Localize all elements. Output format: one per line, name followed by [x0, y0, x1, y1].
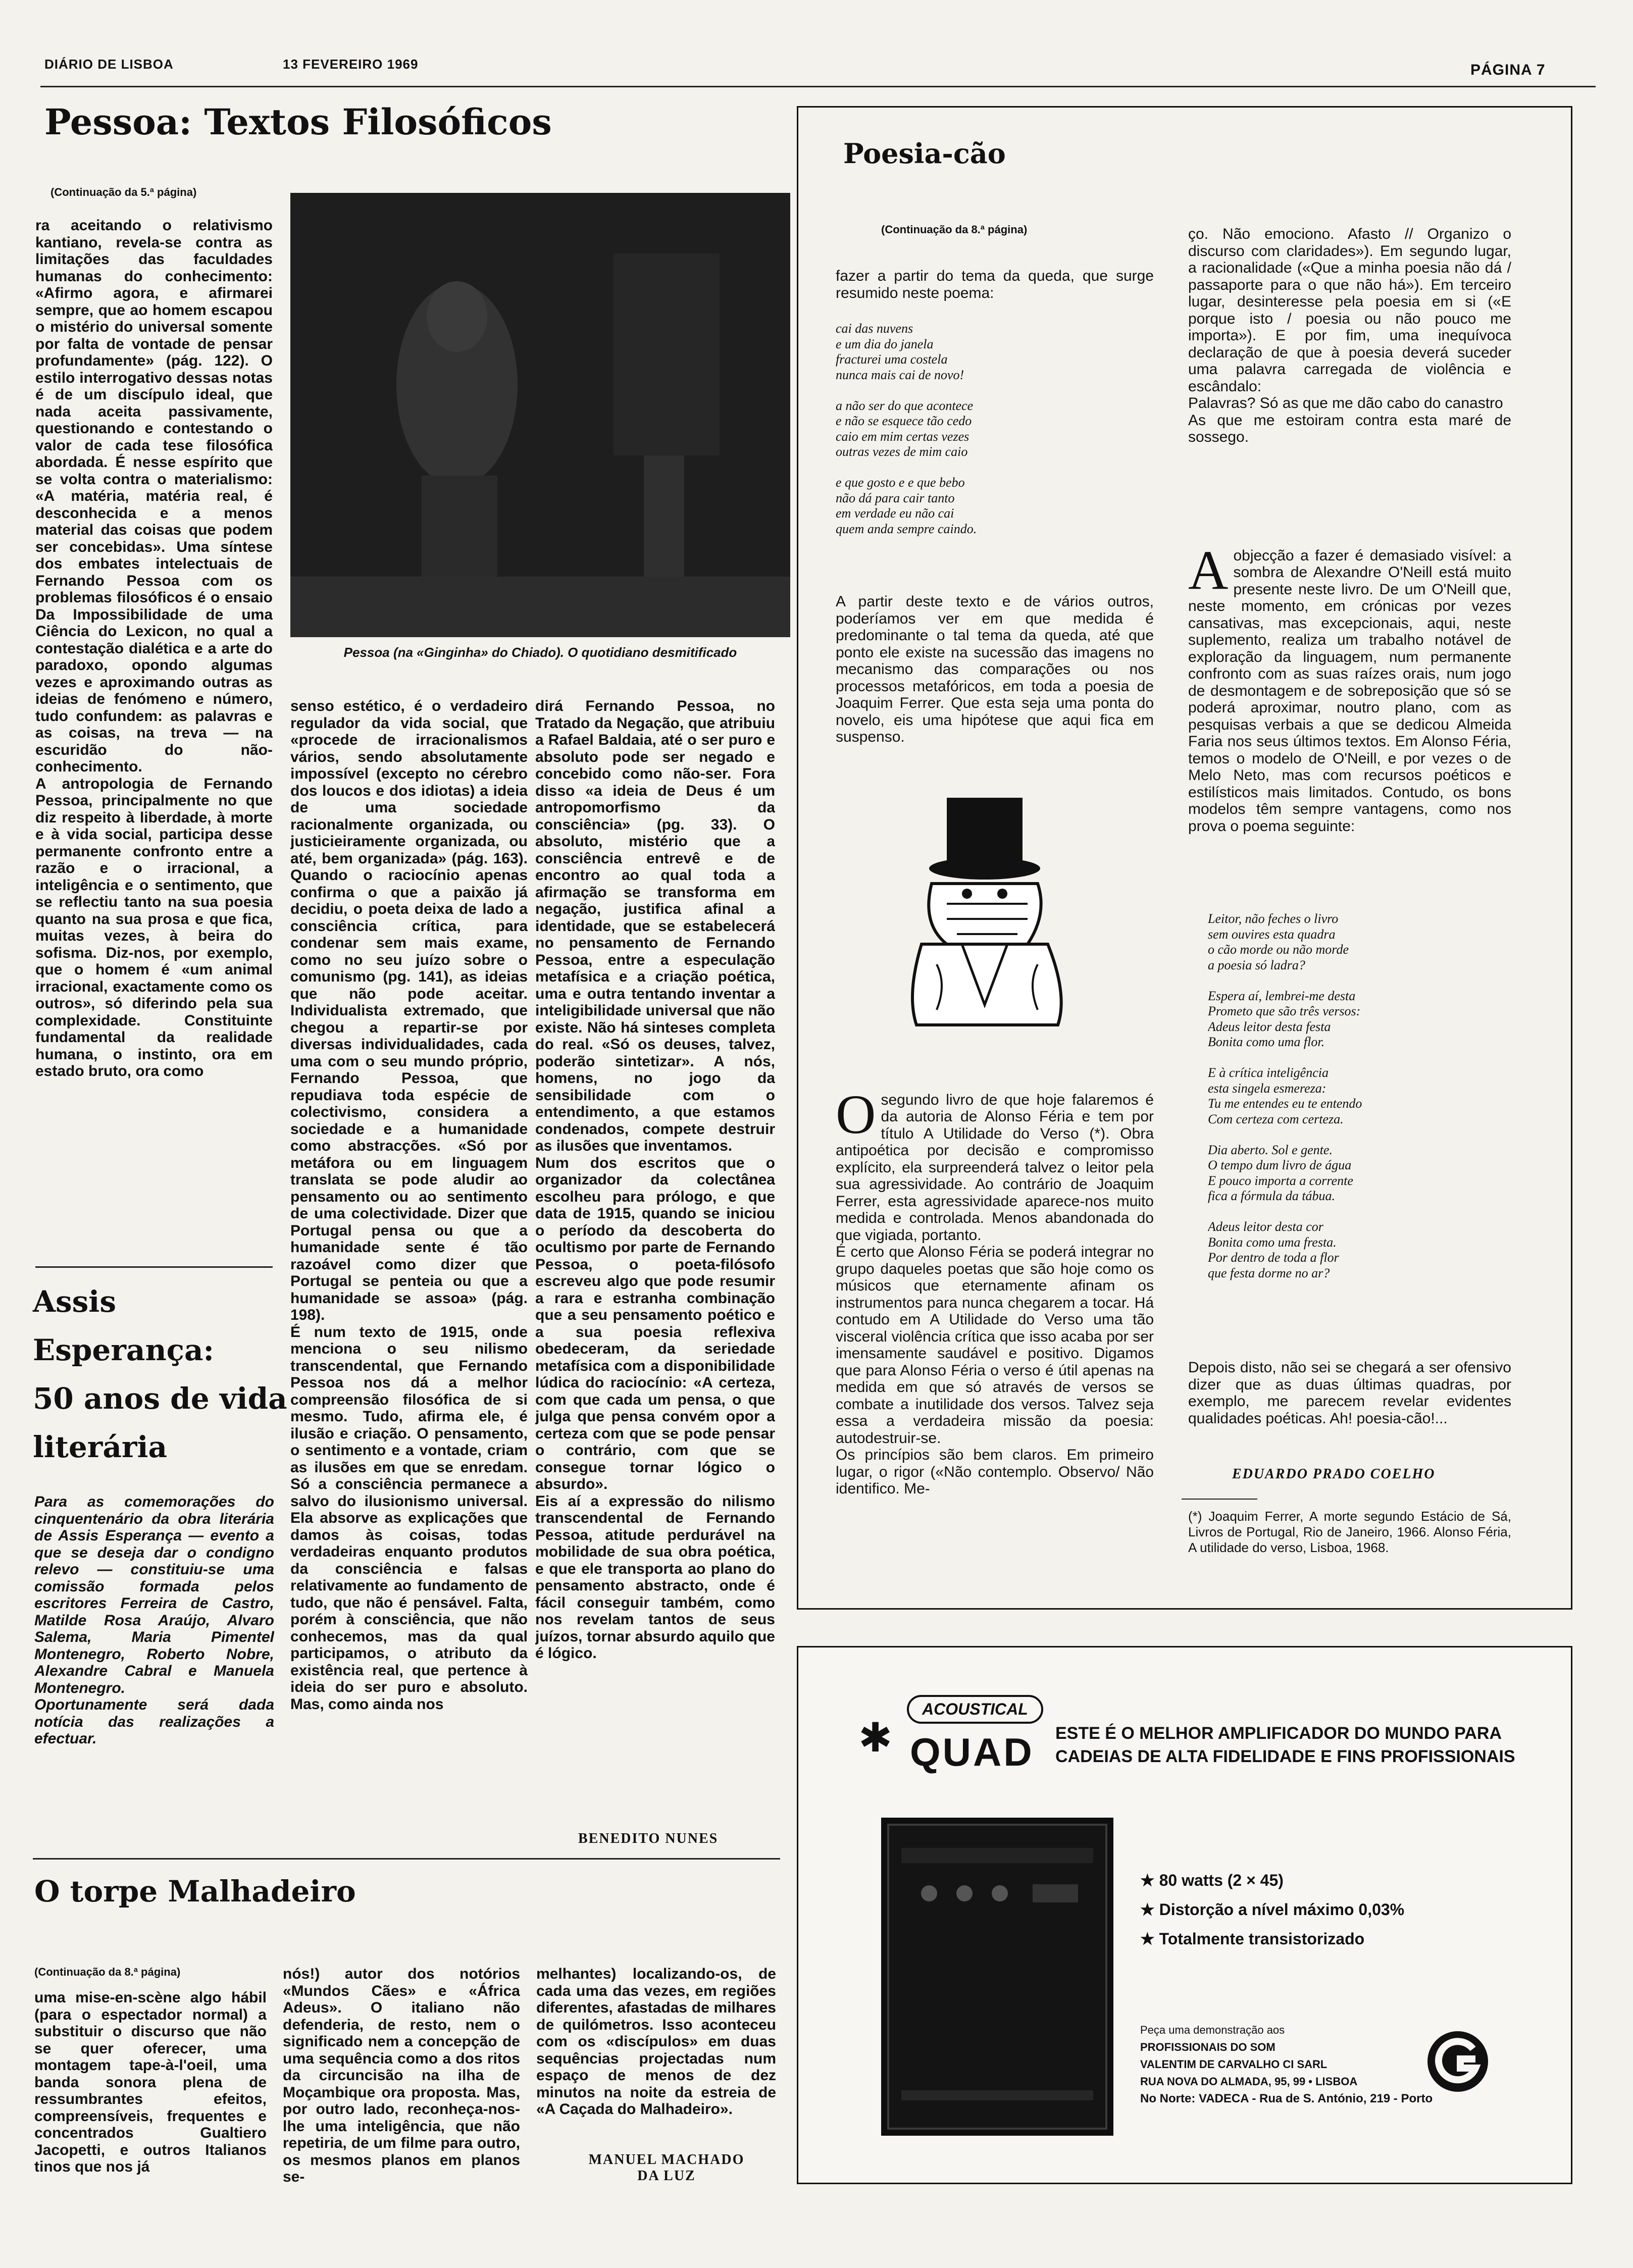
- ad-dealer-title: PROFISSIONAIS DO SOM: [1140, 2041, 1275, 2053]
- pessoa-photo-caption: Pessoa (na «Ginginha» do Chiado). O quotidiano desmitificado: [343, 645, 737, 660]
- malhadeiro-title: O torpe Malhadeiro: [34, 1874, 356, 1909]
- ad-feature: ★ Distorção a nível máximo 0,03%: [1140, 1900, 1405, 1919]
- pessoa-col-3: dirá Fernando Pessoa, no Tratado da Negação, que atribuiu a Rafael Baldaia, até o ser puro e absoluto pode ser negado e concebido como não-ser. Fora disso «a ideia de Deus é um antropomorfismo da consciência» (pg. 33). O absoluto, mistério que a consciência entrevê e de encontro ao qual toda a afirmação se transforma em negação, justifica afinal a identidade, que se estabelecerá no pensamento de Fernando Pessoa, entre a especulação metafísica e a criação poética, uma e outra tentando inventar a inteligibilidade universal que não existe. Não há sinteses completa do real. «Só os deuses, talvez, poderão sintetizar». A nós, homens, no jogo da sensibilidade com o entendimento, a que estamos condenados, compete destruir as ilusões que inventamos. Num dos escritos que o organizador da colectânea escolheu para prólogo, e que data de 1915, quando se iniciou o período da descoberta do ocultismo por parte de Fernando Pessoa, o poeta-filósofo escreveu algo que pode resumir a rara e estranha combinação que a seu pensamento poético e a sua poesia reflexiva obedeceram, da seriedade metafísica com a disponibilidade lúdica do raciocínio: «A certeza, com que cada um pensa, o que julga que pensa convém opor a certeza com que se pode pensar o contrário, com que se consegue tornar lógico o absurdo». Eis aí a expressão do nilismo transcendental de Fernando Pessoa, atitude perdurável na mobilidade de sua obra poética, e que ele transporta ao plano do pensamento abstracto, onde é fácil conseguir também, como nos revelam tantos de seus juízos, tornar absurdo aquilo que é lógico.: [535, 698, 775, 1662]
- poesia-illustration: [901, 793, 1073, 1030]
- ad-dealer-name: VALENTIM DE CARVALHO CI SARL: [1140, 2058, 1328, 2071]
- assis-rule: [35, 1266, 273, 1268]
- assis-title-line: Esperança:: [33, 1333, 214, 1367]
- malhadeiro-rule: [33, 1858, 780, 1860]
- malhadeiro-col-2: nós!) autor dos notórios «Mundos Cães» e «África Adeus». O italiano não defenderia, de resto, nem o significado nem a concepção de uma sequência como a dos ritos da circuncisão na ilha de Moçambique ora proposta. Mas, por outro lado, reconheça-nos-lhe uma inteligência, que não repetiria, de um filme para outro, os mesmos planos em planos se-: [283, 1966, 520, 2185]
- pessoa-photo-image: [290, 193, 790, 637]
- malhadeiro-col-3: melhantes) localizando-os, de cada uma das vezes, em regiões diferentes, afastadas de milhares de quilómetros. Isso aconteceu com os «discípulos» em duas sequências projectadas num espaço de menos de dez minutos na noite da estreia de «A Caçada do Malhadeiro».: [536, 1966, 776, 2118]
- masthead-date: 13 FEVEREIRO 1969: [283, 57, 419, 72]
- ad-address-2: No Norte: VADECA - Rua de S. António, 219 - Porto: [1140, 2092, 1433, 2105]
- malhadeiro-col-1: uma mise-en-scène algo hábil (para o espectador normal) a substituir o discurso que não se quer oferecer, uma montagem tape-à-l'oeil, uma banda sonora plena de ressumbrantes efeitos, compreensíveis, frequentes e concentrados Gualtiero Jacopetti, e outros Italianos tinos que nos já: [34, 1989, 267, 2175]
- pessoa-col-1: ra aceitando o relativismo kantiano, revela-se contra as limitações das faculdades humanas do conhecimento: «Afirmo agora, e afirmarei sempre, que ao homem escapou o mistério do universal somente por falta de vontade de pensar profundamente» (pág. 122). O estilo interrogativo dessas notas é de um discípulo ideal, que nada aceita passivamente, questionando e contestando o valor de cada tese filosófica abordada. É nesse espírito que se volta contra o materialismo: «A matéria, matéria real, é desconhecida e a menos material das coisas que podem ser concebidas». Uma síntese dos embates intelectuais de Fernando Pessoa com os problemas filosóficos é o ensaio Da Impossibilidade de uma Ciência do Lexicon, no qual a contestação dialética e a arte do paradoxo, opondo algumas vezes e aproximando outras as ideias de fenómeno e número, tudo confundem: as palavras e as coisas, na treva — na escuridão do não-conhecimento. A antropologia de Fernando Pessoa, principalmente no que diz respeito à liberdade, à morte e à vida social, participa desse permanente confronto entre a razão e o irracional, a inteligência e o sentimento, que se reflectiu tanto na sua poesia quanto na sua prosa e que fica, muitas vezes, à beira do sofisma. Diz-nos, por exemplo, que o homem é «um animal irracional, exactamente como os outros», só diferindo pela sua complexidade. Constituinte fundamental da realidade humana, o instinto, ora em estado bruto, ora como: [35, 217, 273, 1079]
- poesia-continuation: (Continuação da 8.ª página): [881, 223, 1028, 236]
- asterisk-icon: ✱: [858, 1714, 893, 1761]
- ad-feature: ★ 80 watts (2 × 45): [1140, 1871, 1284, 1889]
- dropcap-a: A: [1188, 539, 1229, 601]
- malhadeiro-signature-line: DA LUZ: [637, 2168, 696, 2184]
- malhadeiro-continuation: (Continuação da 8.ª página): [34, 1966, 181, 1978]
- ad-features: [1140, 1866, 1404, 1953]
- malhadeiro-signature-line: MANUEL MACHADO: [588, 2152, 745, 2168]
- star-icon: ★: [1140, 1930, 1159, 1948]
- masthead-page: PÁGINA 7: [1470, 62, 1546, 78]
- ad-dealer: [1140, 2022, 1443, 2107]
- poesia-poem-2: Leitor, não feches o livro sem ouvires esta quadra o cão morde ou não morde a poesia só ladra? Espera aí, lembrei-me desta Prometo que são três versos: Adeus leitor desta festa Bonita como uma flor. E à crítica inteligência esta singela esmereza: Tu me entendes eu te entendo Com certeza com certeza. Dia aberto. Sol e gente. O tempo dum livro de água E pouco importa a corrente fica a fórmula da tábua. Adeus leitor desta cor Bonita como uma fresta. Por dentro de toda a flor que festa dorme no ar?: [1208, 911, 1362, 1280]
- ad-feature: ★ Totalmente transistorizado: [1140, 1930, 1365, 1948]
- poesia-footnote: (*) Joaquim Ferrer, A morte segundo Estácio de Sá, Livros de Portugal, Rio de Janeiro, 1966. Alonso Féria, A utilidade do verso, Lisboa, 1968.: [1188, 1509, 1511, 1555]
- masthead-paper: DIÁRIO DE LISBOA: [44, 57, 174, 72]
- amplifier-image: [881, 1818, 1113, 2136]
- assis-title-line: Assis: [33, 1284, 116, 1319]
- poesia-para-2-text: segundo livro de que hoje falaremos é da autoria de Alonso Féria e tem por título A Utilidade do Verso (*). Obra antipoética por decisão e compromisso explícito, ela surpreenderá talvez o leitor pela sua agressividade. Ao contrário de Joaquim Ferrer, esta agressividade aparece-nos muito medida e controlada. Menos abandonada do que vigiada, portanto. É certo que Alonso Féria se poderá integrar no grupo daqueles poetas que são hoje como os músicos que eternamente afinam os instrumentos para nunca chegarem a tocar. Há contudo em A Utilidade do Verso uma tão visceral violência crítica que isso acaba por ser imensamente saudável e positivo. Digamos que para Alonso Féria o verso é útil apenas na medida em que só através de versos se combate a inutilidade dos versos. Talvez seja essa a verdadeira missão da poesia: autodestruir-se. Os princípios são bem claros. Em primeiro lugar, o rigor («Não contemplo. Observo/ Não identifico. Me-: [836, 1091, 1154, 1497]
- star-icon: ★: [1140, 1871, 1159, 1889]
- poesia-intro: fazer a partir do tema da queda, que surge resumido neste poema:: [836, 268, 1154, 301]
- caricature-illustration: [901, 793, 1073, 1030]
- poesia-para-3-text: objecção a fazer é demasiado visível: a sombra de Alexandre O'Neill está muito presente neste livro. De um O'Neill que, neste momento, em crónicas por vezes cansativas, mas excepcionais, aqui, neste suplemento, realiza um trabalho notável de exploração da linguagem, num permanente confronto com as suas raízes orais, num jogo de desmontagem e de sobreposição que só se poderá aproximar, noutro plano, com as pesquisas verbais a que se dedicou Almeida Faria nos seus últimos textos. Em Alonso Féria, temos o modelo de O'Neill, e por vezes o de Melo Neto, mas com recursos poéticos e estilísticos mais limitados. Contudo, os bons modelos têm sempre vantagens, como nos prova o poema seguinte:: [1188, 547, 1511, 835]
- assis-title: [33, 1277, 287, 1471]
- pessoa-col-2: senso estético, é o verdadeiro regulador da vida social, que «procede de irracionalismos vários, sendo absolutamente impossível (excepto no cérebro dos loucos e dos idiotas) a ideia de uma sociedade racionalmente organizada, ou justicieiramente organizada, ou até, bem organizada» (pág. 163). Quando o raciocínio apenas confirma o que a paixão já decidiu, o poeta deixa de lado a consciência crítica, para condenar sem mais exame, como no seu juízo sobre o comunismo (pg. 141), as ideias que não pode aceitar. Individualista extremado, que chegou a repartir-se por diversas individualidades, cada uma com o seu mundo próprio, Fernando Pessoa, que repudiava toda espécie de colectivismo, considera a sociedade e a humanidade como abstracções. «Só por metáfora ou em linguagem translata se pode aludir ao pensamento ou ao sentimento de uma colectividade. Dizer que Portugal pensa ou que a humanidade sente é tão razoável como dizer que Portugal se penteia ou que a humanidade se assoa» (pág. 198). É num texto de 1915, onde menciona o seu nilismo transcendental, que Fernando Pessoa nos dá a melhor compreensão filosófica de si mesmo. Tudo, afirma ele, é ilusão e criação. O pensamento, o sentimento e a vontade, criam as ilusões em que se enredam. Só a consciência permanece a salvo do ilusionismo universal. Ela absorve as explicações que damos às coisas, todas verdadeiras enquanto produtos da consciência e falsas relativamente ao fundamento de tudo, que não é pensável. Falta, porém à consciência, que não conhecemos, mas da qual participamos, o atributo da existência real, que pertence à ideia do ser puro e absoluto. Mas, como ainda nos: [290, 698, 528, 1713]
- pessoa-signature: BENEDITO NUNES: [578, 1831, 719, 1846]
- assis-title-line: 50 anos de vida: [33, 1381, 287, 1416]
- ad-headline: ESTE É O MELHOR AMPLIFICADOR DO MUNDO PARA CADEIAS DE ALTA FIDELIDADE E FINS PROFISSIONAIS: [1055, 1724, 1515, 1766]
- poesia-para-4: Depois disto, não sei se chegará a ser ofensivo dizer que as duas últimas quadras, por exemplo, me parecem revelar evidentes qualidades poéticas. Ah! poesia-cão!...: [1188, 1359, 1511, 1427]
- poesia-signature: EDUARDO PRADO COELHO: [1232, 1466, 1436, 1482]
- dealer-logo-icon: [1425, 2029, 1491, 2097]
- pessoa-title: Pessoa: Textos Filosóficos: [44, 101, 552, 143]
- star-icon: ★: [1140, 1900, 1159, 1919]
- pessoa-photo: [290, 193, 790, 637]
- amplifier-illustration: [881, 1818, 1113, 2136]
- poesia-poem-1: cai das nuvens e um dia do janela fracturei uma costela nunca mais cai de novo! a não ser do que acontece e não se esquece tão cedo caio em mim certas vezes outras vezes de mim caio e que gosto e e que bebo não dá para cair tanto em verdade eu não cai quem anda sempre caindo.: [836, 321, 977, 536]
- assis-title-line: literária: [33, 1430, 168, 1464]
- poesia-para-2: [836, 1074, 1154, 1584]
- ad-brand: ACOUSTICAL: [907, 1695, 1043, 1724]
- poesia-col-2-top: ço. Não emociono. Afasto // Organizo o discurso com claridades»). Em segundo lugar, a racionalidade («Que a minha poesia não dá / passaporte para o que não há»). Em terceiro lugar, desinteresse pela poesia em si («E porque isto / poesia ou não pouco me importa»). E por fim, uma inequívoca declaração de que à poesia deverá suceder uma palavra carregada de violência e escândalo: Palavras? Só as que me dão cabo do canastro As que me estoiram contra esta maré de sossego.: [1188, 226, 1511, 445]
- pessoa-continuation: (Continuação da 5.ª página): [50, 186, 197, 198]
- masthead-rule: [40, 86, 1596, 87]
- ad-cta: Peça uma demonstração aos: [1140, 2024, 1285, 2036]
- malhadeiro-signature: [581, 2152, 752, 2184]
- poesia-para-3: [1188, 530, 1511, 884]
- dropcap-o: O: [836, 1083, 876, 1145]
- assis-body: Para as comemorações do cinquentenário da obra literária de Assis Esperança — evento a que se deseja dar o condigno relevo — constituiu-se uma comissão formada pelos escritores Ferreira de Castro, Matilde Rosa Araújo, Alvaro Salema, Maria Pimentel Montenegro, Roberto Nobre, Alexandre Cabral e Manuela Montenegro. Oportunamente será dada notícia das realizações a efectuar.: [34, 1493, 274, 1747]
- ad-product: QUAD: [910, 1730, 1034, 1774]
- poesia-title: Poesia-cão: [843, 137, 1006, 170]
- ad-address-1: RUA NOVA DO ALMADA, 95, 99 • LISBOA: [1140, 2075, 1358, 2088]
- poesia-footnote-rule: [1182, 1499, 1257, 1500]
- poesia-para-1: A partir deste texto e de vários outros, poderíamos ver em que medida é predominante o tal tema da queda, até que ponto ele existe na sucessão das imagens no mecanismo das comparações ou nos processos metafóricos, em toda a poesia de Joaquim Ferrer. Que esta seja uma ponta do novelo, eis uma hipótese que aqui fica em suspenso.: [836, 593, 1154, 745]
